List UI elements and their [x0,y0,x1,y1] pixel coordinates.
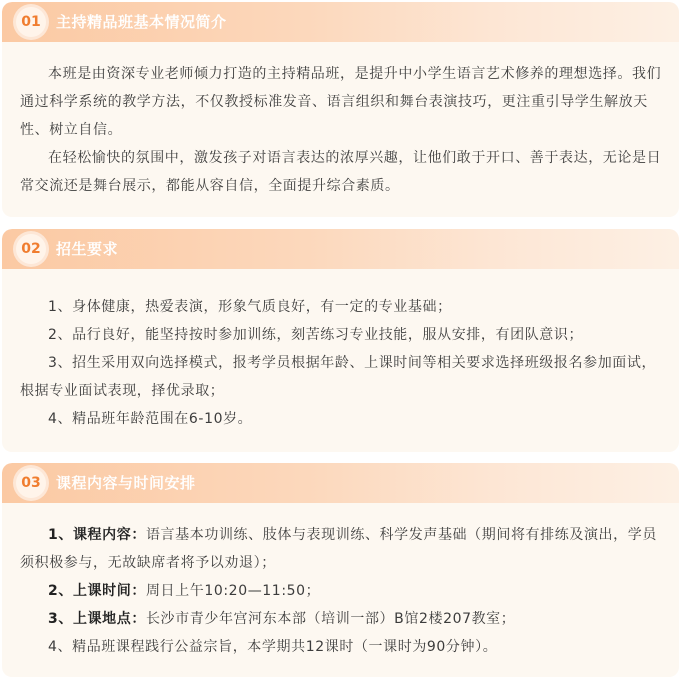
list-item: 1、身体健康，热爱表演，形象气质良好，有一定的专业基础； [48,299,452,315]
item-label: 3、上课地点： [48,611,146,627]
item-label: 2、上课时间： [48,583,146,599]
list-item [20,633,663,661]
list-item [20,521,663,577]
list-item: 2、品行良好，能坚持按时参加训练，刻苦练习专业技能，服从安排，有团队意识； [48,327,584,343]
paragraph: 在轻松愉快的氛围中，激发孩子对语言表达的浓厚兴趣，让他们敢于开口、善于表达，无论是日常交流还是舞台展示，都能从容自信，全面提升综合素质。 [20,150,662,194]
section-title: 课程内容与时间安排 [56,474,196,492]
paragraph: 本班是由资深专业老师倾力打造的主持精品班，是提升中小学生语言艺术修养的理想选择。我们通过科学系统的教学方法，不仅教授标准发音、语言组织和舞台表演技巧，更注重引导学生解放天性、树立自信。 [20,66,662,138]
section-title: 招生要求 [56,240,119,258]
section-body [2,503,679,661]
section-body [2,42,679,200]
section-requirements [2,229,679,452]
section-number-badge: 03 [16,468,46,498]
section-header [2,463,679,503]
section-header [2,229,679,269]
section-number-badge: 02 [16,234,46,264]
list-item [20,605,663,633]
section-header [2,2,679,42]
item-text: 长沙市青少年宫河东本部（培训一部）B馆2楼207教室； [145,611,516,627]
list-item: 4、精品班年龄范围在6-10岁。 [48,411,253,427]
list-item: 3、招生采用双向选择模式，报考学员根据年龄、上课时间等相关要求选择班级报名参加面试，根据专业面试表现，择优录取； [20,355,657,399]
section-body [2,269,679,433]
item-text: 语言基本功训练、肢体与表现训练、科学发声基础（期间将有排练及演出，学员须积极参与，无故缺席者将予以劝退）； [20,527,657,571]
section-title: 主持精品班基本情况简介 [56,13,227,31]
section-intro [2,2,679,217]
item-text: 周日上午10:20—11:50； [145,583,321,599]
item-text: 4、精品班课程践行公益宗旨，本学期共12课时（一课时为90分钟）。 [48,639,498,655]
list-item [20,577,663,605]
section-course-schedule [2,463,679,677]
item-label: 1、课程内容： [48,527,146,543]
section-number-badge: 01 [16,7,46,37]
